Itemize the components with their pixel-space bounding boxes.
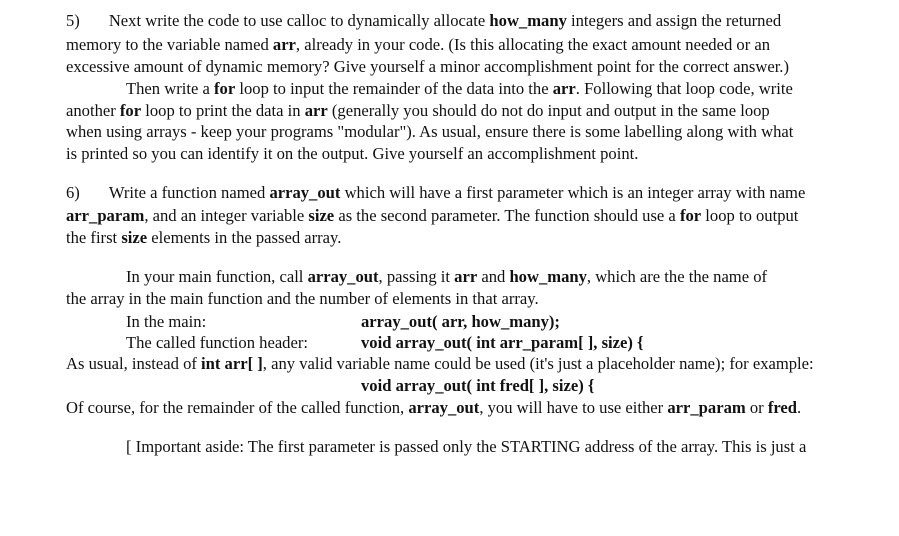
text: , already in your code. (Is this allocating the exact amount needed or an [295, 35, 771, 54]
p6-line-2 [66, 205, 798, 226]
text: [ Important aside: The first parameter is passed only the STARTING address of the array. This is just a [126, 437, 807, 456]
p5-line-2 [66, 34, 770, 55]
text: Next write the code to use calloc to dynamically allocate [108, 11, 490, 30]
keyword: arr_param [667, 398, 746, 417]
text: , any valid variable name could be used (it's just a placeholder name); for example: [262, 354, 814, 373]
keyword: array_out [408, 398, 480, 417]
text: , you will have to use either [479, 398, 668, 417]
p5-line-4 [126, 78, 793, 99]
header-code [361, 332, 644, 353]
keyword: arr_param [66, 206, 145, 225]
text: excessive amount of dynamic memory? Give yourself a minor accomplishment point for the correct answer.) [66, 57, 789, 76]
p7-line-5 [66, 353, 814, 374]
keyword: size [121, 228, 148, 247]
text: elements in the passed array. [147, 228, 342, 247]
keyword: size [308, 206, 335, 225]
code: array_out( arr, how_many); [361, 312, 560, 331]
main-code [361, 311, 560, 332]
keyword: arr [304, 101, 328, 120]
keyword: for [679, 206, 702, 225]
text: , which are the the name of [586, 267, 768, 286]
p6-line-1 [66, 182, 805, 203]
main-label: In the main: [126, 312, 207, 331]
keyword: array_out [307, 267, 379, 286]
header-label: The called function header: [126, 333, 308, 352]
text: the array in the main function and the number of elements in that array. [66, 289, 539, 308]
code: void array_out( int fred[ ], size) { [361, 376, 595, 395]
text: . Following that loop code, write [575, 79, 793, 98]
text: another [66, 101, 120, 120]
keyword: for [214, 79, 236, 98]
text: or [745, 398, 768, 417]
keyword: for [119, 101, 142, 120]
keyword: arr [552, 79, 576, 98]
text: memory to the variable named [66, 35, 273, 54]
code: void array_out( int arr_param[ ], size) { [361, 333, 644, 352]
p6-line-3 [66, 227, 341, 248]
keyword: array_out [269, 183, 341, 202]
keyword: arr [454, 267, 478, 286]
p6-number: 6) [66, 183, 80, 202]
text: and [477, 267, 510, 286]
text: as the second parameter. The function should use a [334, 206, 680, 225]
keyword: fred [767, 398, 798, 417]
p5-line-7 [66, 143, 638, 164]
example-code [361, 375, 594, 396]
keyword: how_many [489, 11, 567, 30]
text: the first [66, 228, 122, 247]
text: . [797, 398, 802, 417]
text: , and an integer variable [144, 206, 309, 225]
text: Write a function named [108, 183, 270, 202]
text: is printed so you can identify it on the output. Give yourself an accomplishment point. [66, 144, 639, 163]
p7-line-7 [66, 397, 801, 418]
text: integers and assign the returned [566, 11, 782, 30]
text: loop to output [701, 206, 799, 225]
text: when using arrays - keep your programs "modular"). As usual, ensure there is some labelling along with what [66, 122, 794, 141]
text: In your main function, call [126, 267, 308, 286]
text: As usual, instead of [66, 354, 202, 373]
text: , passing it [378, 267, 455, 286]
keyword: arr [272, 35, 296, 54]
text: loop to input the remainder of the data into the [235, 79, 553, 98]
p5-line-5 [66, 100, 770, 121]
text: loop to print the data in [141, 101, 305, 120]
text: Of course, for the remainder of the called function, [66, 398, 409, 417]
text: which will have a first parameter which is an integer array with name [340, 183, 806, 202]
p5-number: 5) [66, 11, 80, 30]
keyword: int arr[ ] [201, 354, 263, 373]
p7-line-2 [66, 288, 539, 309]
text: (generally you should do not do input and output in the same loop [327, 101, 770, 120]
text: Then write a [126, 79, 215, 98]
p8-line-1 [126, 436, 806, 457]
p7-line-1 [126, 266, 767, 287]
p5-line-6 [66, 121, 793, 142]
keyword: how_many [509, 267, 587, 286]
p5-line-3 [66, 56, 789, 77]
p5-line-1 [66, 10, 781, 31]
